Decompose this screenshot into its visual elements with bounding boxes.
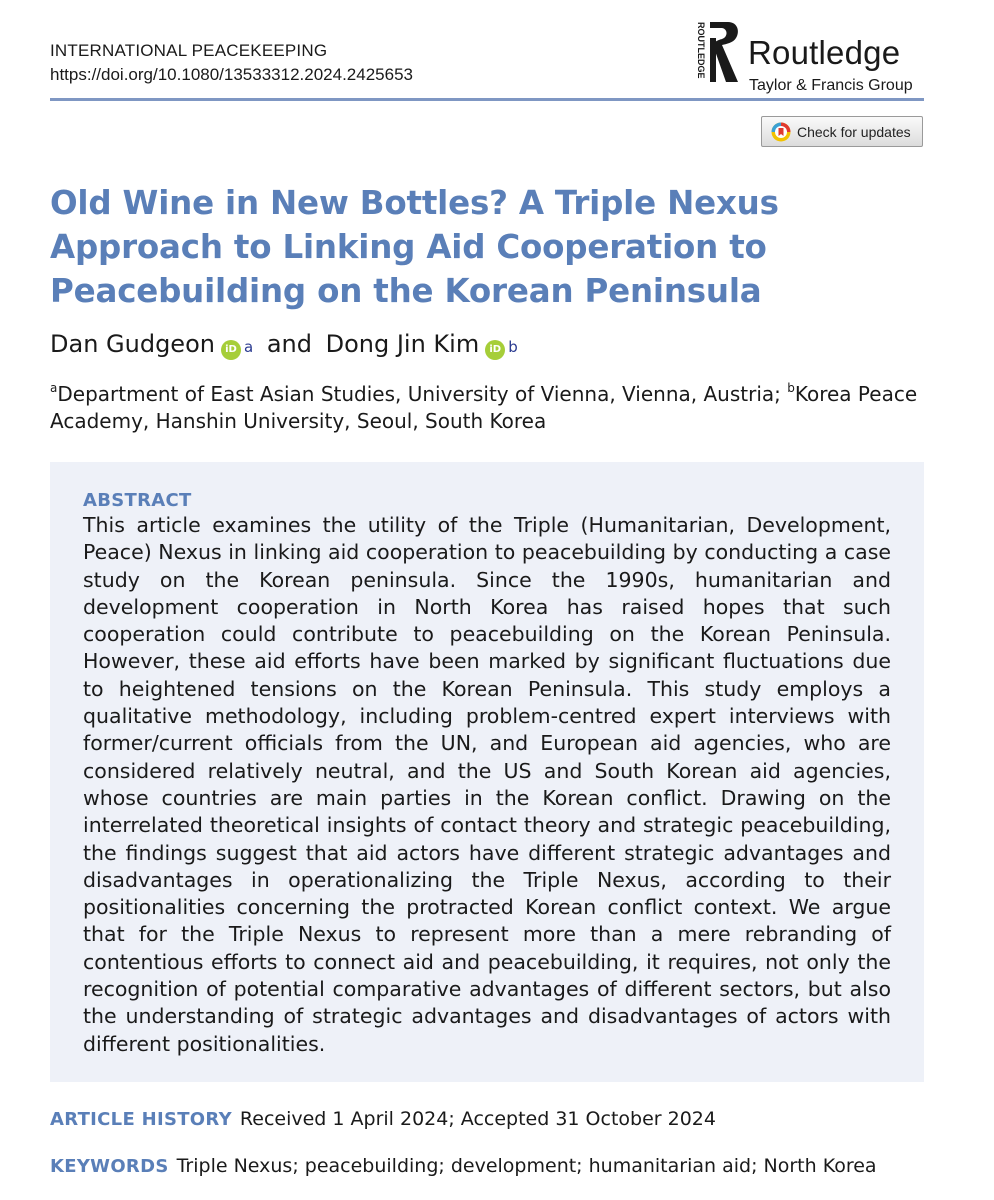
- svg-text:ROUTLEDGE: ROUTLEDGE: [696, 22, 706, 79]
- crossmark-icon: [771, 122, 791, 142]
- affiliations: [50, 381, 930, 435]
- orcid-icon[interactable]: iD: [485, 340, 505, 360]
- journal-name: INTERNATIONAL PEACEKEEPING: [50, 41, 328, 60]
- article-title: Old Wine in New Bottles? A Triple Nexus Approach to Linking Aid Cooperation to Peacebuilding on the Korean Peninsula: [50, 184, 779, 310]
- orcid-icon[interactable]: iD: [221, 340, 241, 360]
- article-history: [50, 1108, 716, 1130]
- routledge-logo-icon: [690, 18, 746, 88]
- header-divider: [50, 98, 924, 101]
- article-history-label: ARTICLE HISTORY: [50, 1109, 232, 1130]
- author-separator: and: [266, 330, 312, 358]
- publisher-name: Routledge: [748, 34, 901, 71]
- author-name[interactable]: Dong Jin Kim: [325, 330, 480, 358]
- author-name[interactable]: Dan Gudgeon: [50, 330, 215, 358]
- publisher-logo[interactable]: [690, 18, 930, 94]
- keywords-text: Triple Nexus; peacebuilding; development; humanitarian aid; North Korea: [176, 1155, 877, 1177]
- keywords: [50, 1155, 877, 1177]
- publisher-group: Taylor & Francis Group: [749, 77, 913, 94]
- affiliation-marker[interactable]: a: [243, 338, 254, 356]
- affiliation-mark: a: [50, 381, 58, 395]
- keywords-label: KEYWORDS: [50, 1156, 169, 1177]
- abstract-heading: ABSTRACT: [83, 490, 192, 511]
- affiliation-text: Korea Peace Academy, Hanshin University, Seoul, South Korea: [50, 382, 918, 433]
- check-for-updates-label: Check for updates: [797, 123, 911, 140]
- affiliation-text: Department of East Asian Studies, University of Vienna, Vienna, Austria;: [57, 382, 788, 406]
- affiliation-marker[interactable]: b: [508, 338, 518, 356]
- author-list: [50, 330, 518, 360]
- doi-link[interactable]: https://doi.org/10.1080/13533312.2024.2425653: [50, 65, 413, 84]
- article-history-text: Received 1 April 2024; Accepted 31 October 2024: [239, 1108, 716, 1130]
- check-for-updates-button[interactable]: [761, 116, 923, 147]
- abstract-text: This article examines the utility of the Triple (Humanitarian, Development, Peace) Nexus in linking aid cooperation to peacebuilding by conducting a case study on the Korean peninsula. Since the 1990s, humanitarian and development cooperation in North Korea has raised hopes that such cooperation could contribute to peacebuilding on the Korean Peninsula. However, these aid efforts have been marked by significant fluctuations due to heightened tensions on the Korean Peninsula. This study employs a qualitative methodology, including problem-centred expert interviews with former/current officials from the UN, and European aid agencies, who are considered relatively neutral, and the US and South Korean aid agencies, whose countries are main parties in the Korean conflict. Drawing on the interrelated theoretical insights of contact theory and strategic peacebuilding, the findings suggest that aid actors have different strategic advantages and disadvantages in operationalizing the Triple Nexus, according to their positionalities concerning the protracted Korean conflict context. We argue that for the Triple Nexus to represent more than a mere rebranding of contentious efforts to connect aid and peacebuilding, it requires, not only the recognition of potential comparative advantages of different sectors, but also the understanding of strategic advantages and disadvantages of actors with different positionalities.: [83, 513, 891, 1056]
- affiliation-mark: b: [787, 381, 795, 395]
